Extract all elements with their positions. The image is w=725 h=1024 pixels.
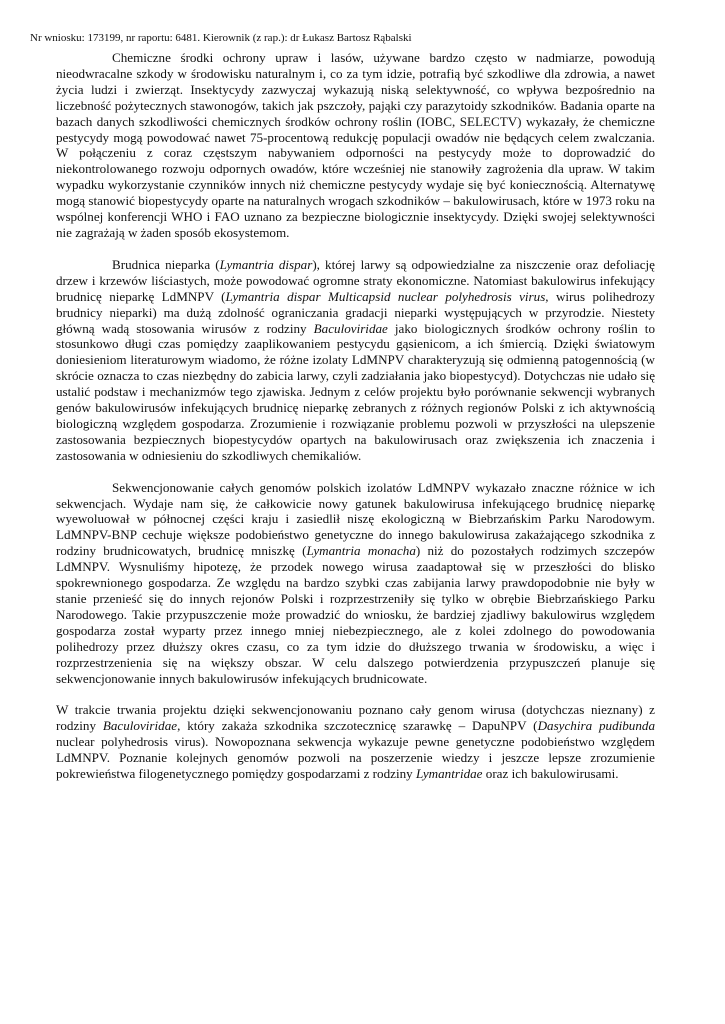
text-segment: jako biologicznych środków ochrony roślin to stosunkowo długi czas pomiędzy zaaplikowaniem pestycydu gąsienicom, a ich śmiercią. Dzięki światowym doniesieniom literaturowym wiadomo, że różne izolaty LdMNPV charakteryzują się odmienną patogennością (w skrócie oznacza to czas niezbędny do zabicia larwy, czyli zadziałania jako biopestycyd). Dotychczas nie udało się ustalić podstaw i mechanizmów tego zjawiska. Jednym z celów projektu było porównanie sekwencji wybranych genów bakulowirusów infekujących brudnicę nieparkę zebranych z różnych regionów Polski z ich aktywnością biologiczną względem gospodarza. Zrozumienie i rozwiązanie problemu pozwoli w przyszłości na ulepszenie zastosowania bezpiecznych biopestycydów opartych na bakulowirusach oraz zwiększenia ich znaczenia i zastosowania w odniesieniu do szkodliwych chemikaliów. [56,320,655,463]
paragraph-4 [56,702,655,782]
document-body [56,50,655,798]
paragraph-1 [56,50,655,241]
text-segment: W trakcie trwania projektu dzięki sekwencjonowaniu poznano cały genom wirusa (dotychczas nieznany) z rodziny [56,702,655,734]
text-segment: , wirus polihedrozy brudnicy nieparki) ma dużą zdolność ograniczania gradacji nieparki występujących w przyrodzie. Niestety główną wadą stosowania wirusów z rodziny [56,288,655,336]
paragraph-3 [56,480,655,687]
text-segment: Sekwencjonowanie całych genomów polskich izolatów LdMNPV wykazało znaczne różnice w ich sekwencjach. Wydaje nam się, że całkowicie nowy gatunek bakulowirusa infekującego brudnicę nieparkę wyewoluował w północnej części kraju i zasiedlił niszę ekologiczną w Biebrzańskim Parku Narodowym. LdMNPV-BNP cechuje większe podobieństwo genetyczne do innego bakulowirusa zakażającego szkodnika z rodziny brudnicowatych, brudnicę mniszkę ( [56,479,655,559]
text-segment: Brudnica nieparka ( [112,256,220,272]
text-segment: ), której larwy są odpowiedzialne za niszczenie oraz defoliację drzew i krzewów liściastych, może powodować ogromne straty ekonomiczne. Natomiast bakulowirus infekujący brudnicę nieparkę LdMNPV ( [56,256,655,304]
text-segment: ) niż do pozostałych rodzimych szczepów LdMNPV. Wysnuliśmy hipotezę, że przodek nowego wirusa zaadaptował się w przeszłości do blisko spokrewnionego gospodarza. Ze względu na bardzo szybki czas zabijania larwy prawdopodobnie nie były w stanie przenieść się do innych rejonów Polski i rozprzestrzeniły się tylko w obrębie Biebrzańskiego Parku Narodowego. Takie przypuszczenie może prowadzić do wniosku, że bardziej zjadliwy bakulowirus względem gospodarza został wyparty przez innego mniej niebezpiecznego, ale z kolei zdolnego do powodowania polihedrozy przez dłuższy okres czasu, co za tym idzie do dłuższego trwania w środowisku, a więc i rozprzestrzenienia się na większy obszar. W celu dalszego potwierdzenia przypuszczeń planuje się sekwencjonowanie innych bakulowirusów infekujących brudnicowate. [56,543,656,686]
italic-term: Baculoviridae [313,320,388,336]
italic-term: Lymantria dispar Multicapsid nuclear polyhedrosis virus [225,288,546,304]
italic-term: Dasychira pudibunda [537,718,655,734]
text-segment: oraz ich bakulowirusami. [482,766,619,782]
italic-term: Baculoviridae [102,718,178,734]
italic-term: Lymantria dispar [219,256,313,272]
text-segment: Chemiczne środki ochrony upraw i lasów, używane bardzo często w nadmiarze, powodują nieodwracalne szkody w środowisku naturalnym i, co za tym idzie, potrafią być szkodliwe dla zdrowia, a nawet życia ludzi i zwierząt. Insektycydy zazwyczaj wykazują niską selektywność, co wpływa bezpośrednio na liczebność pożytecznych stawonogów, takich jak pszczoły, pająki czy parazytoidy szkodników. Badania oparte na bazach danych szkodliwości chemicznych środków ochrony roślin (IOBC, SELECTV) wykazały, że chemiczne pestycydy mogą powodować nawet 75-procentową redukcję populacji owadów nie będących celem zwalczania. W połączeniu z coraz częstszym nabywaniem odporności na pestycydy może to doprowadzić do niekontrolowanego rozwoju odpornych owadów, które wcześniej nie stanowiły zagrożenia dla upraw. W takim wypadku wykorzystanie czynników innych niż chemiczne pestycydy wydaje się być koniecznością. Alternatywę mogą stanowić biopestycydy oparte na naturalnych wrogach szkodników – bakulowirusach, które w 1973 roku na wspólnej konferencji WHO i FAO uznano za bezpieczne biologicznie insektycydy. Dzięki swojej selektywności nie zagrażają w żaden sposób ekosystemom. [56,50,655,240]
report-header: Nr wniosku: 173199, nr raportu: 6481. Kierownik (z rap.): dr Łukasz Bartosz Rąbalski [30,32,412,44]
text-segment: , który zakaża szkodnika szczotecznicę szarawkę – DapuNPV ( [177,718,538,734]
text-segment: nuclear polyhedrosis virus). Nowopoznana sekwencja wykazuje pewne genetyczne podobieństwo względem LdMNPV. Poznanie kolejnych genomów pozwoli na poszerzenie wiedzy i jeszcze lepsze zrozumienie pokrewieństwa filogenetycznego pomiędzy gospodarzami z rodziny [56,734,655,782]
italic-term: Lymantridae [415,766,483,782]
paragraph-2 [56,257,655,464]
italic-term: Lymantria monacha [306,543,416,559]
